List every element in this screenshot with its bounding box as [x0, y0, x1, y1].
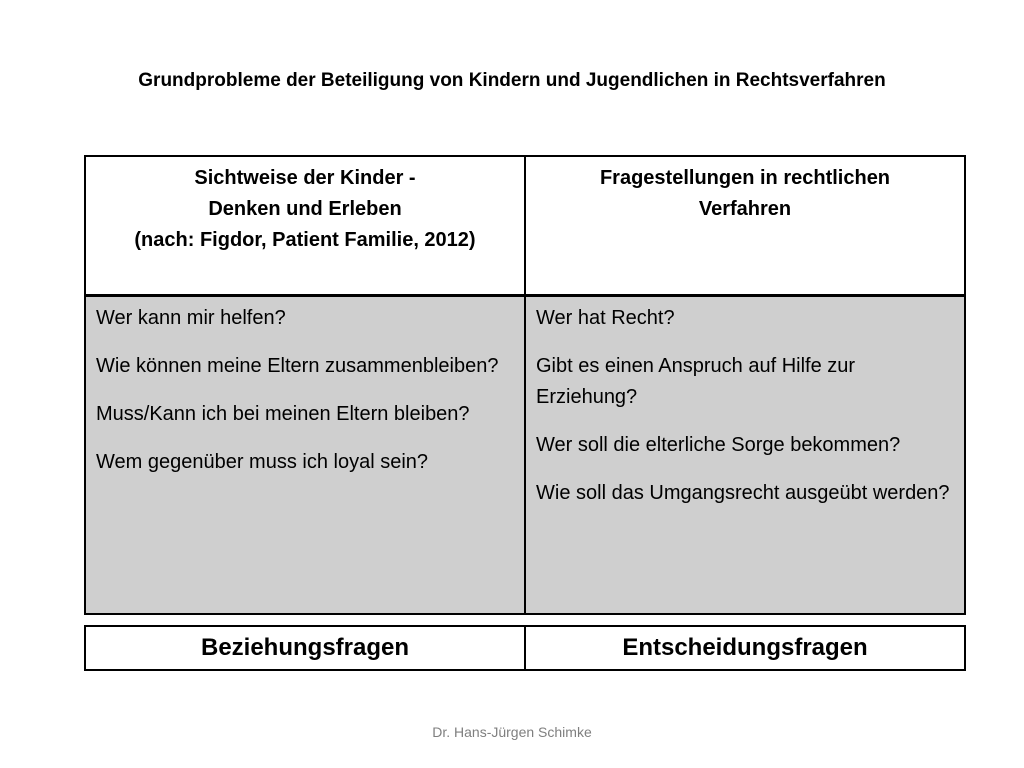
table-header-row: [85, 156, 965, 296]
left-header-line: Sichtweise der Kinder -: [194, 167, 416, 189]
list-item: Muss/Kann ich bei meinen Eltern bleiben?: [96, 403, 470, 425]
legal-questions-cell: [525, 296, 965, 615]
slide-title: Grundprobleme der Beteiligung von Kindern und Jugendlichen in Rechtsverfahren: [138, 70, 886, 91]
list-item: Gibt es einen Anspruch auf Hilfe zur Erziehung?: [536, 355, 856, 408]
summary-left-label: Beziehungsfragen: [85, 626, 525, 670]
right-column-header: [525, 156, 965, 296]
list-item: Wem gegenüber muss ich loyal sein?: [96, 451, 429, 473]
footer-author: Dr. Hans-Jürgen Schimke: [432, 724, 592, 740]
summary-row: [85, 626, 965, 670]
list-item: Wie können meine Eltern zusammenbleiben?: [96, 355, 499, 377]
comparison-table: [84, 155, 966, 615]
table-body-row: [85, 296, 965, 615]
list-item: Wie soll das Umgangsrecht ausgeübt werden?: [536, 482, 950, 504]
list-item: Wer kann mir helfen?: [96, 307, 286, 329]
list-item: Wer soll die elterliche Sorge bekommen?: [536, 434, 901, 456]
left-header-line: Denken und Erleben: [208, 198, 402, 220]
summary-right-label: Entscheidungsfragen: [525, 626, 965, 670]
left-header-line: (nach: Figdor, Patient Familie, 2012): [134, 229, 476, 251]
summary-table: [84, 625, 966, 671]
right-header-text: Fragestellungen in rechtlichen Verfahren: [599, 167, 891, 220]
list-item: Wer hat Recht?: [536, 307, 675, 329]
left-column-header: [85, 156, 525, 296]
children-perspective-cell: [85, 296, 525, 615]
